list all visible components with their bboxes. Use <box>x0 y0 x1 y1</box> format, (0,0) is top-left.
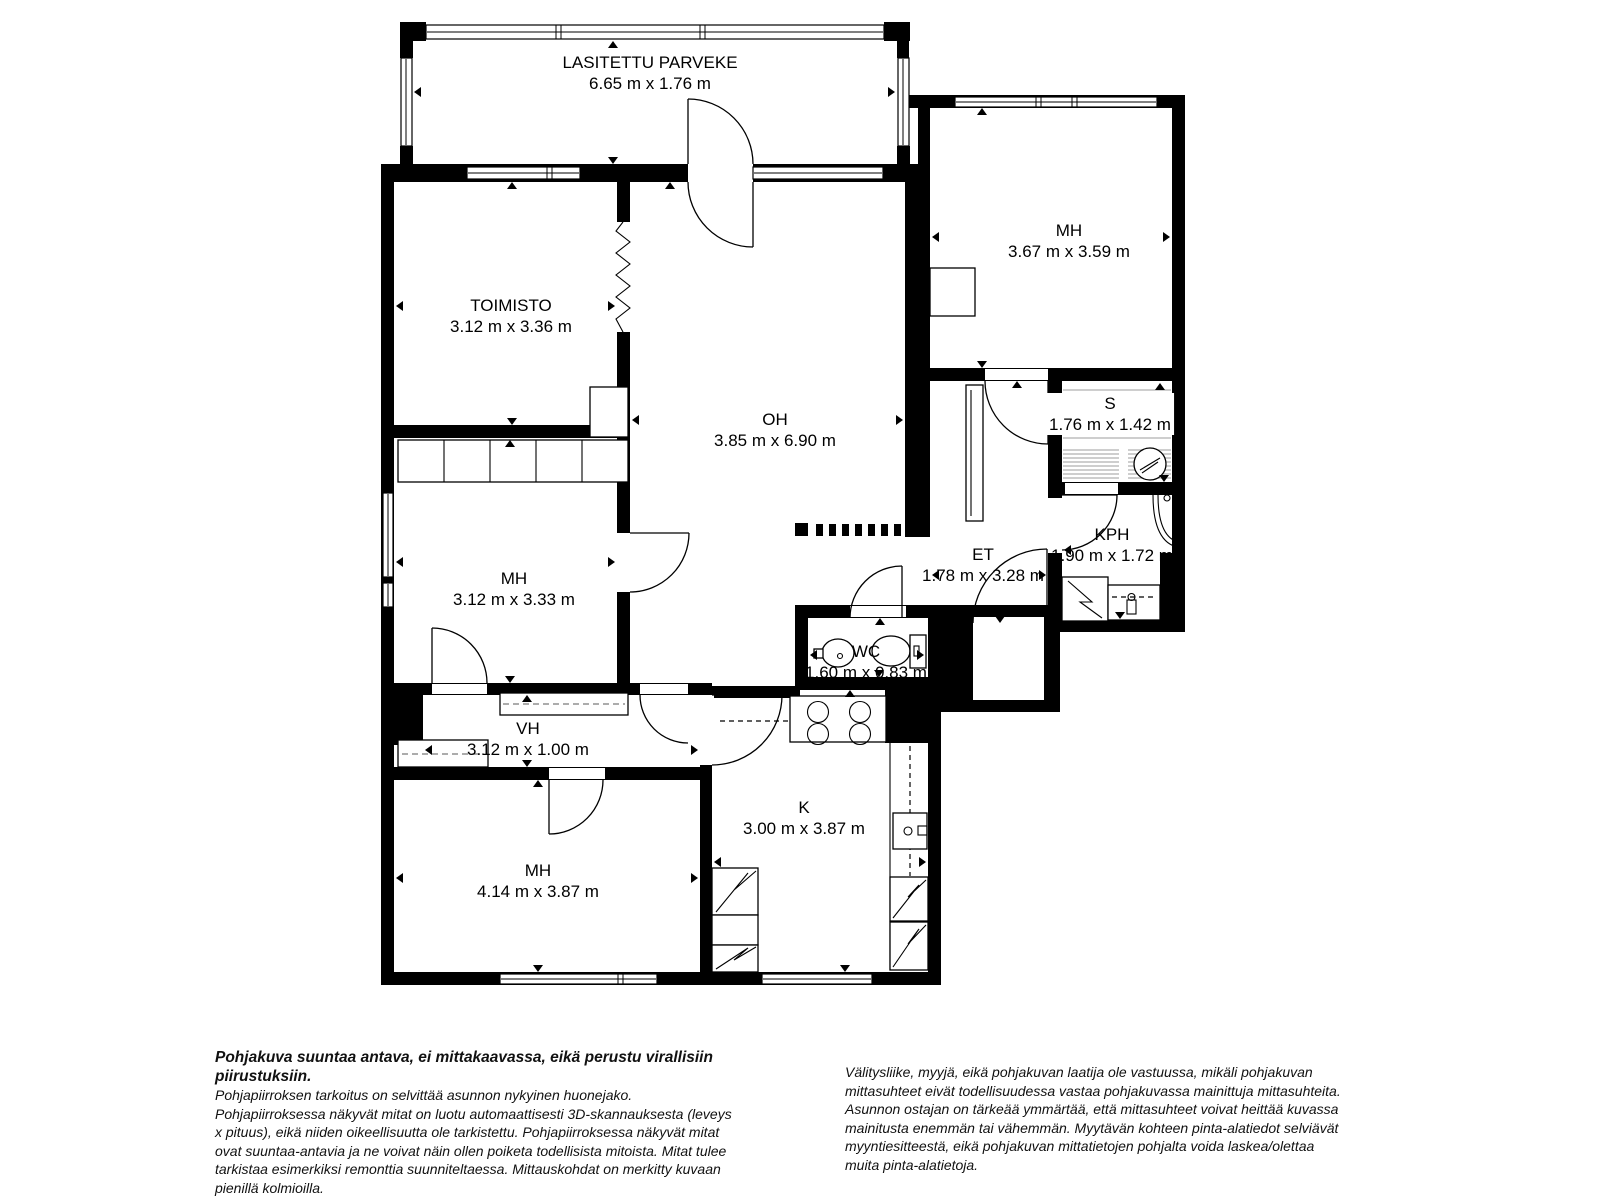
bedroom-furniture <box>930 268 975 316</box>
windows <box>383 25 1157 984</box>
room-label-mh-top <box>1008 220 1130 262</box>
hall-closet <box>966 385 983 521</box>
stove-icon <box>720 696 886 745</box>
room-name: TOIMISTO <box>470 296 552 315</box>
room-label-parveke <box>562 52 737 94</box>
room-dims: 3.12 m x 3.36 m <box>450 317 572 336</box>
room-dims: 1.90 m x 1.72 m <box>1051 546 1173 565</box>
room-dims: 1.60 m x 0.83 m <box>805 663 927 682</box>
room-divider-dashes <box>795 523 901 536</box>
room-label-mh-bottom <box>477 860 599 902</box>
room-label-mh-left <box>453 568 575 610</box>
room-dims: 3.12 m x 1.00 m <box>467 740 589 759</box>
room-dims: 3.85 m x 6.90 m <box>714 431 836 450</box>
room-label-et <box>922 544 1044 586</box>
disclaimer-right-paragraph: Välitysliike, myyjä, eikä pohjakuvan laatija ole vastuussa, mikäli pohjakuvan mittasuhteet eivät todellisuudessa vastaa pohjakuvassa mainittuja mittasuhteita. Asunnon ostajan on tärkeää ymmärtää, että mittasuhteet voivat heittää kuvassa mainitusta enemmän tai vähemmän. Myytävän kohteen pinta-alatiedot selviävät myyntiesitteestä, eikä pohjakuvan mittatietojen pohjalta voida laskea/olettaa muita pinta-alatietoja. <box>845 1064 1341 1173</box>
room-dims: 1.76 m x 1.42 m <box>1046 414 1174 435</box>
office-door-leaf <box>590 387 628 437</box>
disclaimer-headline: Pohjakuva suuntaa antava, ei mittakaavassa, eikä perustu virallisiin piirustuksiin. <box>215 1049 713 1085</box>
room-label-toimisto <box>450 295 572 337</box>
room-dims: 4.14 m x 3.87 m <box>477 882 599 901</box>
room-label-oh <box>714 409 836 451</box>
room-label-kitchen <box>743 797 865 839</box>
room-label-sauna <box>1046 393 1174 435</box>
room-label-wc <box>805 641 927 683</box>
room-name: KPH <box>1094 525 1130 544</box>
room-label-kph <box>1051 524 1173 566</box>
disclaimer-left-paragraph: Pohjapiirroksen tarkoitus on selvittää asunnon nykyinen huonejako. Pohjapiirroksessa näkyvät mitat on luotu automaattisesti 3D-skannauksesta (leveys x pituus), eikä niiden oikeellisuutta ole tarkistettu. Pohjapiirroksessa näkyvät mitat ovat suuntaa-antavia ja ne voivat näin ollen poiketa todellisista mitoista. Mitat tulee tarkistaa esimerkiksi remonttia suunniteltaessa. Mittauskohdat on merkitty kuvaan pienillä kolmioilla. <box>215 1087 732 1196</box>
room-dims: 3.12 m x 3.33 m <box>453 590 575 609</box>
room-name: VH <box>516 719 540 738</box>
room-dims: 1.78 m x 3.28 m <box>922 566 1044 585</box>
room-name: WC <box>851 642 881 661</box>
kph-sink-icon <box>1108 585 1160 620</box>
room-name: ET <box>972 545 994 564</box>
room-name: OH <box>762 410 788 429</box>
shower-icon <box>1062 577 1108 621</box>
room-dims: 6.65 m x 1.76 m <box>589 74 711 93</box>
room-name: MH <box>524 861 552 880</box>
room-dims: 3.00 m x 3.87 m <box>743 819 865 838</box>
room-label-vh <box>467 718 589 760</box>
room-dims: 3.67 m x 3.59 m <box>1008 242 1130 261</box>
room-name: MH <box>500 569 528 588</box>
kitchen-counter <box>712 743 928 972</box>
room-name: K <box>798 798 810 817</box>
room-name: MH <box>1055 221 1083 240</box>
room-name: LASITETTU PARVEKE <box>562 53 738 72</box>
room-name: S <box>1046 393 1174 414</box>
